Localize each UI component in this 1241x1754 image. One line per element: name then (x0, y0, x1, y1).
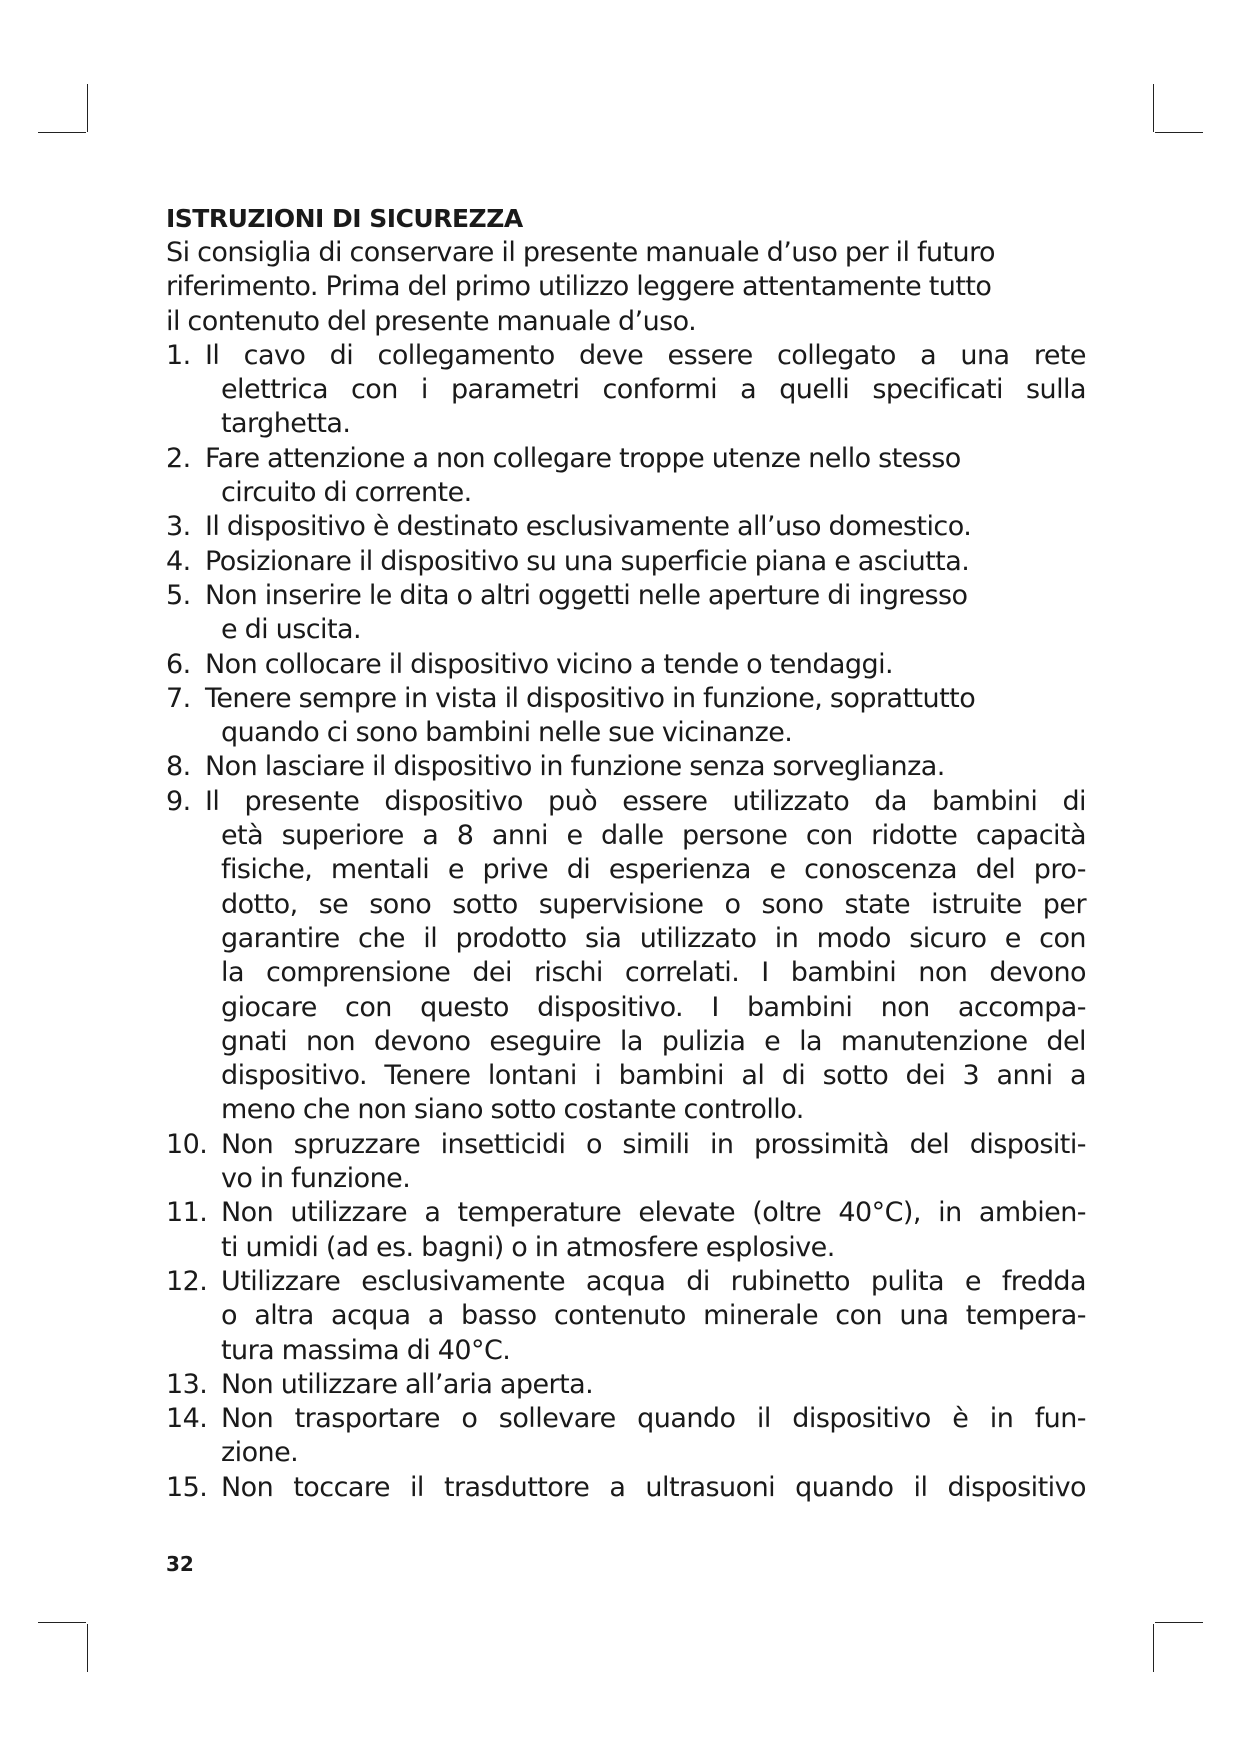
item-text-line: meno che non siano sotto costante controllo. (221, 1094, 804, 1126)
intro-paragraph (166, 236, 1086, 339)
item-number: 12. (166, 1265, 208, 1297)
list-item (166, 545, 1086, 579)
list-item (166, 1265, 1086, 1368)
list-item (166, 1402, 1086, 1471)
item-text-line: dispositivo. Tenere lontani i bambini al di sotto dei 3 anni a (221, 1060, 1086, 1092)
list-item (166, 339, 1086, 442)
item-text-line: Non spruzzare insetticidi o simili in prossimità del dispositi- (221, 1128, 1086, 1160)
item-number: 3. (166, 511, 191, 543)
item-text-line: la comprensione dei rischi correlati. I bambini non devono (221, 957, 1086, 989)
section-heading: ISTRUZIONI DI SICUREZZA (166, 204, 523, 233)
item-text-line: gnati non devono eseguire la pulizia e la manutenzione del (221, 1025, 1086, 1057)
crop-mark-top-right-vertical (1153, 84, 1154, 132)
crop-mark-bottom-right-horizontal (1155, 1622, 1203, 1623)
item-number: 14. (166, 1403, 208, 1435)
crop-mark-bottom-left-vertical (87, 1624, 88, 1672)
item-text-line: età superiore a 8 anni e dalle persone con ridotte capacità (221, 820, 1086, 852)
item-text-line: Non trasportare o sollevare quando il dispositivo è in fun- (221, 1403, 1086, 1435)
item-text-line: Il presente dispositivo può essere utilizzato da bambini di (205, 785, 1086, 817)
instruction-list (166, 339, 1086, 1505)
item-text-line: Il cavo di collegamento deve essere collegato a una rete (205, 339, 1086, 371)
item-text-line: Non collocare il dispositivo vicino a tende o tendaggi. (205, 648, 894, 680)
item-text-line: Posizionare il dispositivo su una superficie piana e asciutta. (205, 545, 970, 577)
item-text-line: garantire che il prodotto sia utilizzato in modo sicuro e con (221, 922, 1086, 954)
item-text-line: fisiche, mentali e prive di esperienza e conoscenza del pro- (221, 854, 1086, 886)
list-item (166, 750, 1086, 784)
item-text-line: vo in funzione. (221, 1163, 411, 1195)
item-number: 13. (166, 1368, 208, 1400)
item-number: 5. (166, 579, 191, 611)
item-text-line: e di uscita. (221, 614, 362, 646)
crop-mark-top-right-horizontal (1155, 132, 1203, 133)
item-text-line: Il dispositivo è destinato esclusivamente all’uso domestico. (205, 511, 972, 543)
item-text-line: giocare con questo dispositivo. I bambini non accompa- (221, 991, 1086, 1023)
crop-mark-bottom-right-vertical (1153, 1624, 1154, 1672)
crop-mark-top-left-vertical (87, 84, 88, 132)
item-text-line: circuito di corrente. (221, 477, 472, 509)
item-number: 15. (166, 1471, 208, 1503)
item-text-line: tura massima di 40°C. (221, 1334, 511, 1366)
intro-line: Si consiglia di conservare il presente manuale d’uso per il futuro (166, 237, 996, 268)
list-item (166, 579, 1086, 648)
list-item (166, 442, 1086, 511)
list-item (166, 1368, 1086, 1402)
item-text-line: Non toccare il trasduttore a ultrasuoni quando il dispositivo (221, 1471, 1086, 1503)
item-number: 4. (166, 545, 191, 577)
item-text-line: Non lasciare il dispositivo in funzione senza sorveglianza. (205, 751, 945, 783)
item-text-line: Non utilizzare all’aria aperta. (221, 1368, 594, 1400)
list-item (166, 648, 1086, 682)
intro-line: riferimento. Prima del primo utilizzo leggere attentamente tutto (166, 271, 992, 303)
item-text-line: zione. (221, 1437, 299, 1469)
item-number: 7. (166, 682, 191, 714)
list-item (166, 785, 1086, 1128)
list-item (166, 1471, 1086, 1505)
list-item (166, 1196, 1086, 1265)
list-item (166, 510, 1086, 544)
item-number: 1. (166, 339, 191, 371)
item-number: 11. (166, 1197, 208, 1229)
crop-mark-bottom-left-horizontal (38, 1622, 86, 1623)
item-text-line: ti umidi (ad es. bagni) o in atmosfere esplosive. (221, 1231, 835, 1263)
crop-mark-top-left-horizontal (38, 132, 86, 133)
item-number: 8. (166, 751, 191, 783)
intro-line: il contenuto del presente manuale d’uso. (166, 305, 697, 337)
safety-instructions (166, 202, 1086, 1505)
item-text-line: Tenere sempre in vista il dispositivo in funzione, soprattutto (205, 682, 976, 714)
list-item (166, 1128, 1086, 1197)
item-number: 10. (166, 1128, 208, 1160)
list-item (166, 682, 1086, 751)
item-text-line: quando ci sono bambini nelle sue vicinanze. (221, 717, 793, 749)
page-number: 32 (166, 1552, 194, 1576)
item-number: 9. (166, 785, 191, 817)
item-text-line: o altra acqua a basso contenuto minerale con una tempera- (221, 1300, 1086, 1332)
item-text-line: targhetta. (221, 408, 351, 440)
item-number: 2. (166, 442, 191, 474)
item-text-line: Non utilizzare a temperature elevate (oltre 40°C), in ambien- (221, 1197, 1086, 1229)
item-text-line: Non inserire le dita o altri oggetti nelle aperture di ingresso (205, 579, 968, 611)
item-text-line: Utilizzare esclusivamente acqua di rubinetto pulita e fredda (221, 1265, 1086, 1297)
item-text-line: Fare attenzione a non collegare troppe utenze nello stesso (205, 442, 961, 474)
item-number: 6. (166, 648, 191, 680)
item-text-line: dotto, se sono sotto supervisione o sono state istruite per (221, 888, 1086, 920)
item-text-line: elettrica con i parametri conformi a quelli specificati sulla (221, 374, 1086, 406)
